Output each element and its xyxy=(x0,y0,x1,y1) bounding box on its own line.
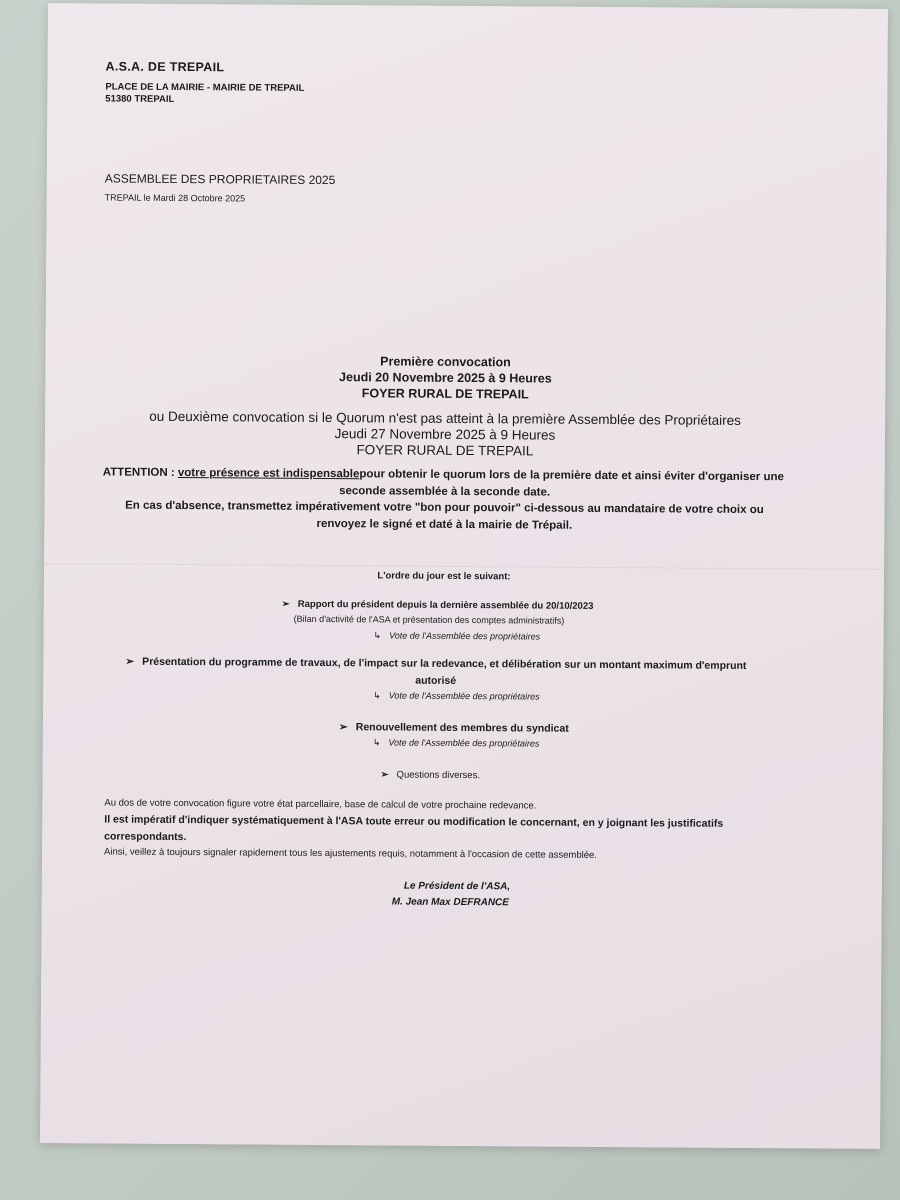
vote-note-3 xyxy=(373,737,540,749)
signature-title: Le Président de l'ASA, xyxy=(403,880,511,893)
attention-line-2: seconde assemblée à la seconde date. xyxy=(339,485,551,499)
address-line-2: 51380 TREPAIL xyxy=(105,93,175,105)
agenda-item-2-label: Présentation du programme de travaux, de l'impact sur la redevance, et délibération sur un montant maximum d'emprunt xyxy=(142,655,747,672)
second-convocation-place: FOYER RURAL DE TREPAIL xyxy=(356,442,534,459)
arrow-bullet-icon: ➢ xyxy=(281,598,290,610)
first-convocation-place: FOYER RURAL DE TREPAIL xyxy=(361,386,529,402)
note-line-3: correspondants. xyxy=(104,830,187,844)
first-convocation-title: Première convocation xyxy=(380,354,511,370)
absence-line-2: renvoyez le signé et daté à la mairie de Trépail. xyxy=(316,517,573,532)
vote-arrow-icon: ↳ xyxy=(373,630,382,641)
agenda-item-3 xyxy=(339,721,569,735)
absence-line-1: En cas d'absence, transmettez impérativement votre "bon pour pouvoir" ci-dessous au mandataire de votre choix ou xyxy=(125,499,764,517)
agenda-item-4-label: Questions diverses. xyxy=(396,769,481,782)
agenda-item-2-line-2: autorisé xyxy=(415,674,457,687)
signature-name: M. Jean Max DEFRANCE xyxy=(391,896,510,909)
agenda-item-4 xyxy=(381,769,480,781)
org-name: A.S.A. DE TREPAIL xyxy=(105,59,225,75)
agenda-item-1-label: Rapport du président depuis la dernière assemblée du 20/10/2023 xyxy=(297,598,594,612)
agenda-item-1 xyxy=(282,599,594,612)
first-convocation-date: Jeudi 20 Novembre 2025 à 9 Heures xyxy=(339,370,552,386)
address-line-1: PLACE DE LA MAIRIE - MAIRIE DE TREPAIL xyxy=(105,81,305,94)
attention-label: ATTENTION : xyxy=(102,466,175,479)
second-convocation-title: ou Deuxième convocation si le Quorum n'est pas atteint à la première Assemblée des Propriétaires xyxy=(149,408,741,428)
agenda-item-2 xyxy=(125,656,746,672)
vote-arrow-icon: ↳ xyxy=(372,737,381,748)
arrow-bullet-icon: ➢ xyxy=(338,721,348,734)
vote-note-1 xyxy=(374,630,541,642)
second-convocation-date: Jeudi 27 Novembre 2025 à 9 Heures xyxy=(334,426,556,443)
arrow-bullet-icon: ➢ xyxy=(380,769,389,781)
note-line-4: Ainsi, veillez à toujours signaler rapidement tous les ajustements requis, notamment à l'occasion de cette assemblée. xyxy=(104,846,597,861)
note-line-1: Au dos de votre convocation figure votre état parcellaire, base de calcul de votre prochaine redevance. xyxy=(104,797,537,812)
vote-arrow-icon: ↳ xyxy=(373,690,381,701)
note-line-2: Il est impératif d'indiquer systématiquement à l'ASA toute erreur ou modification le concernant, en y joignant les justificatifs xyxy=(104,813,724,830)
agenda-item-1-sub: (Bilan d'activité de l'ASA et présentation des comptes administratifs) xyxy=(293,613,565,626)
vote-note-3-label: Vote de l'Assemblée des propriétaires xyxy=(388,737,540,749)
assembly-title: ASSEMBLEE DES PROPRIETAIRES 2025 xyxy=(104,171,336,188)
attention-rest: pour obtenir le quorum lors de la première date et ainsi éviter d'organiser une xyxy=(359,468,784,484)
vote-note-2-label: Vote de l'Assemblée des propriétaires xyxy=(388,690,540,702)
vote-note-2 xyxy=(373,690,540,702)
agenda-intro: L'ordre du jour est le suivant: xyxy=(377,570,511,583)
agenda-item-3-label: Renouvellement des membres du syndicat xyxy=(355,721,569,735)
attention-line xyxy=(103,466,784,483)
vote-note-1-label: Vote de l'Assemblée des propriétaires xyxy=(389,630,541,642)
attention-highlight: votre présence est indispensable xyxy=(177,467,360,481)
place-date: TREPAIL le Mardi 28 Octobre 2025 xyxy=(104,192,246,204)
arrow-bullet-icon: ➢ xyxy=(125,655,135,668)
document-page xyxy=(40,3,888,1149)
